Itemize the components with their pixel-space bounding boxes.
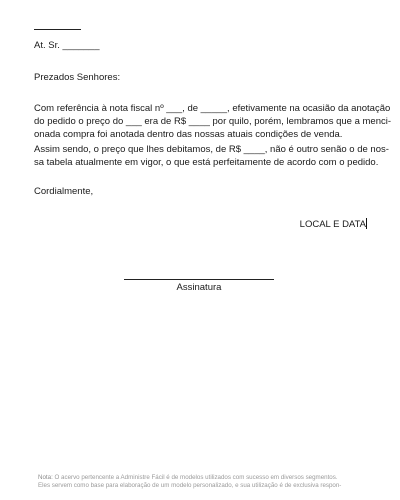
signature-line [124, 279, 274, 280]
paragraph-price-table [34, 143, 389, 169]
closing: Cordialmente, [34, 186, 94, 197]
paragraph-invoice-reference [34, 102, 391, 142]
signature-label: Assinatura [176, 282, 222, 293]
footnote-line [38, 474, 368, 482]
paragraph-line: sa tabela atualmente em vigor, o que está perfeitamente de acordo com o pedido. [34, 157, 379, 169]
place-date-text: LOCAL E DATA [299, 219, 366, 230]
footnote-line: Eles servem como base para elaboração de um modelo personalizado, e sua utilização é de exclusiva respon- [38, 482, 342, 490]
footnote [38, 474, 368, 491]
paragraph-line: Assim sendo, o preço que lhes debitamos, de R$ ____, não é outro senão o de nos- [34, 144, 389, 155]
footnote-label: Nota: [38, 474, 53, 481]
salutation: Prezados Senhores: [34, 72, 121, 83]
paragraph-line: do pedido o preço do ___ era de R$ ____ por quilo, porém, lembramos que a menci- [34, 116, 391, 128]
addressee-line: At. Sr. _______ [34, 40, 100, 51]
paragraph-line: Com referência à nota fiscal nº ___, de _____, efetivamente na ocasião da anotação [34, 103, 391, 114]
text-cursor [366, 218, 367, 229]
paragraph-line: onada compra foi anotada dentro das nossas atuais condições de venda. [34, 129, 343, 141]
place-and-date[interactable] [300, 218, 367, 230]
footnote-text: O acervo pertencente a Administre Fácil é de modelos utilizados com sucesso em diversos segmentos. [52, 474, 338, 481]
top-blank-line [34, 29, 81, 30]
